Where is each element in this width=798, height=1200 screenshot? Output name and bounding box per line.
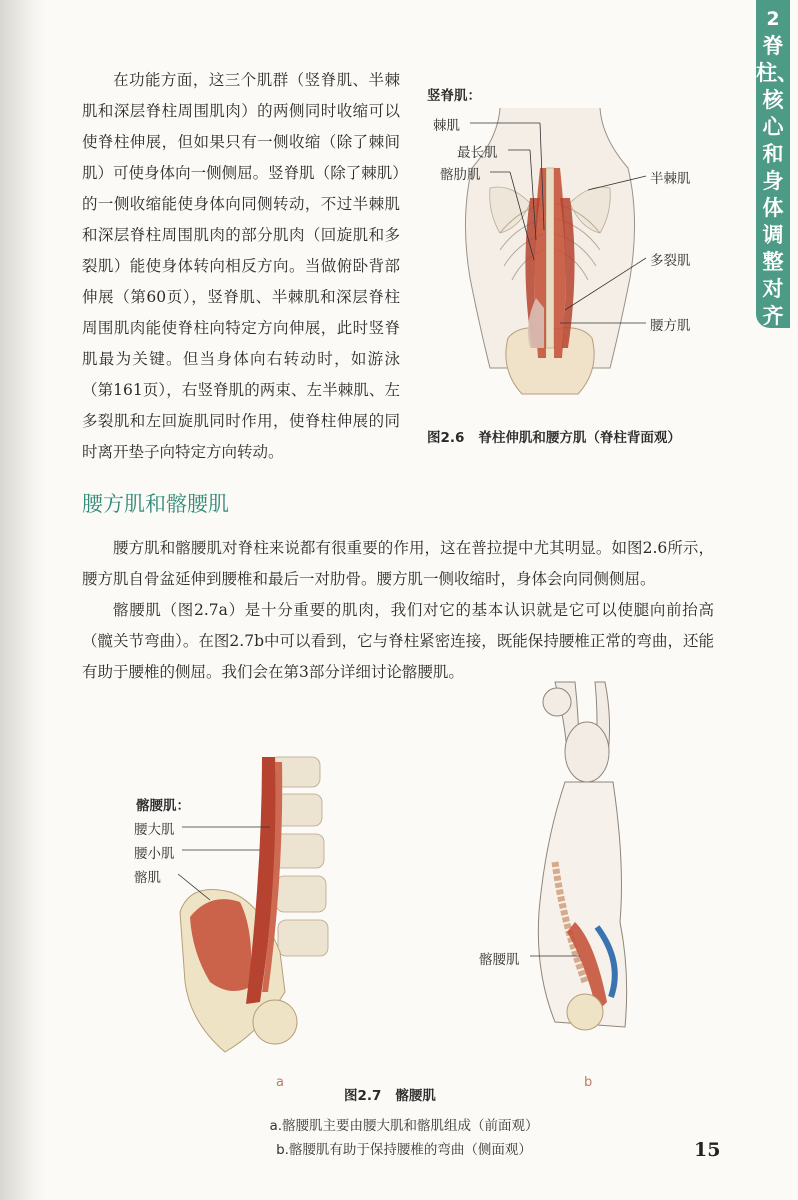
body-paragraph-3: 髂腰肌（图2.7a）是十分重要的肌肉，我们对它的基本认识就是它可以使腿向前抬高（髋关节弯曲）。在图2.7b中可以看到，它与脊柱紧密连接，既能保持腰椎正常的弯曲，还能有助于腰椎的侧屈。我们会在第3部分详细讨论髂腰肌。 xyxy=(82,601,714,681)
label-iliocostalis: 髂肋肌 xyxy=(440,167,481,183)
figure-2-7-caption xyxy=(344,1084,436,1104)
figure-2-6-caption xyxy=(427,426,681,446)
chapter-title: 脊柱、核心和身体调整对齐 xyxy=(756,34,798,328)
label-psoas-major: 腰大肌 xyxy=(134,822,175,838)
figure-2-7-caption-b: b.髂腰肌有助于保持腰椎的弯曲（侧面观） xyxy=(276,1142,532,1158)
page-number: 15 xyxy=(694,1139,721,1161)
chapter-number: 2 xyxy=(766,8,780,30)
body-paragraph-1: 在功能方面，这三个肌群（竖脊肌、半棘肌和深层脊柱周围肌肉）的两侧同时收缩可以使脊柱伸展，但如果只有一侧收缩（除了棘间肌）可使身体向一侧侧屈。竖脊肌（除了棘肌）的一侧收缩能使身体向同侧转动，不过半棘肌和深层脊柱周围肌肉的部分肌肉（回旋肌和多裂肌）能使身体转向相反方向。当做俯卧背部伸展（第60页），竖脊肌、半棘肌和深层脊柱周围肌肉能使脊柱向特定方向伸展，此时竖脊肌最为关键。但当身体向右转动时，如游泳（第161页），右竖脊肌的两束、左半棘肌、左多裂肌和左回旋肌同时作用，使脊柱伸展的同时离开垫子向特定方向转动。 xyxy=(82,71,400,461)
label-iliopsoas-side: 髂腰肌 xyxy=(479,952,520,968)
figure-2-6-title: 脊柱伸肌和腰方肌（脊柱背面观） xyxy=(478,430,681,446)
erector-spinae-group-label: 竖脊肌： xyxy=(427,88,481,104)
figure-2-7-number: 图2.7 xyxy=(344,1088,382,1104)
label-quadratus-lumborum: 腰方肌 xyxy=(650,318,691,334)
chapter-tab xyxy=(756,0,798,328)
iliopsoas-side-view-illustration xyxy=(515,682,665,1072)
figure-2-7-caption-a: a.髂腰肌主要由腰大肌和髂肌组成（前面观） xyxy=(269,1118,539,1134)
label-psoas-minor: 腰小肌 xyxy=(134,846,175,862)
label-spinalis: 棘肌 xyxy=(433,118,460,134)
iliopsoas-group-label: 髂腰肌： xyxy=(136,798,190,814)
figure-2-7-sub-a: a xyxy=(276,1075,284,1090)
figure-2-7b-leader-line xyxy=(530,948,590,968)
body-paragraph-2: 腰方肌和髂腰肌对脊柱来说都有很重要的作用，这在普拉提中尤其明显。如图2.6所示，腰方肌自骨盆延伸到腰椎和最后一对肋骨。腰方肌一侧收缩时，身体会向同侧侧屈。 xyxy=(82,539,714,588)
label-iliacus: 髂肌 xyxy=(134,870,161,886)
page-gutter-shadow xyxy=(0,0,46,1200)
label-longissimus: 最长肌 xyxy=(457,145,498,161)
figure-2-7-sub-b: b xyxy=(584,1075,593,1090)
figure-2-6-number: 图2.6 xyxy=(427,430,465,446)
figure-2-7-title: 髂腰肌 xyxy=(395,1088,436,1104)
section-heading: 腰方肌和髂腰肌 xyxy=(82,492,229,516)
label-multifidus: 多裂肌 xyxy=(650,253,691,269)
figure-2-7a-leader-lines xyxy=(170,810,290,910)
label-semispinalis: 半棘肌 xyxy=(650,171,691,187)
